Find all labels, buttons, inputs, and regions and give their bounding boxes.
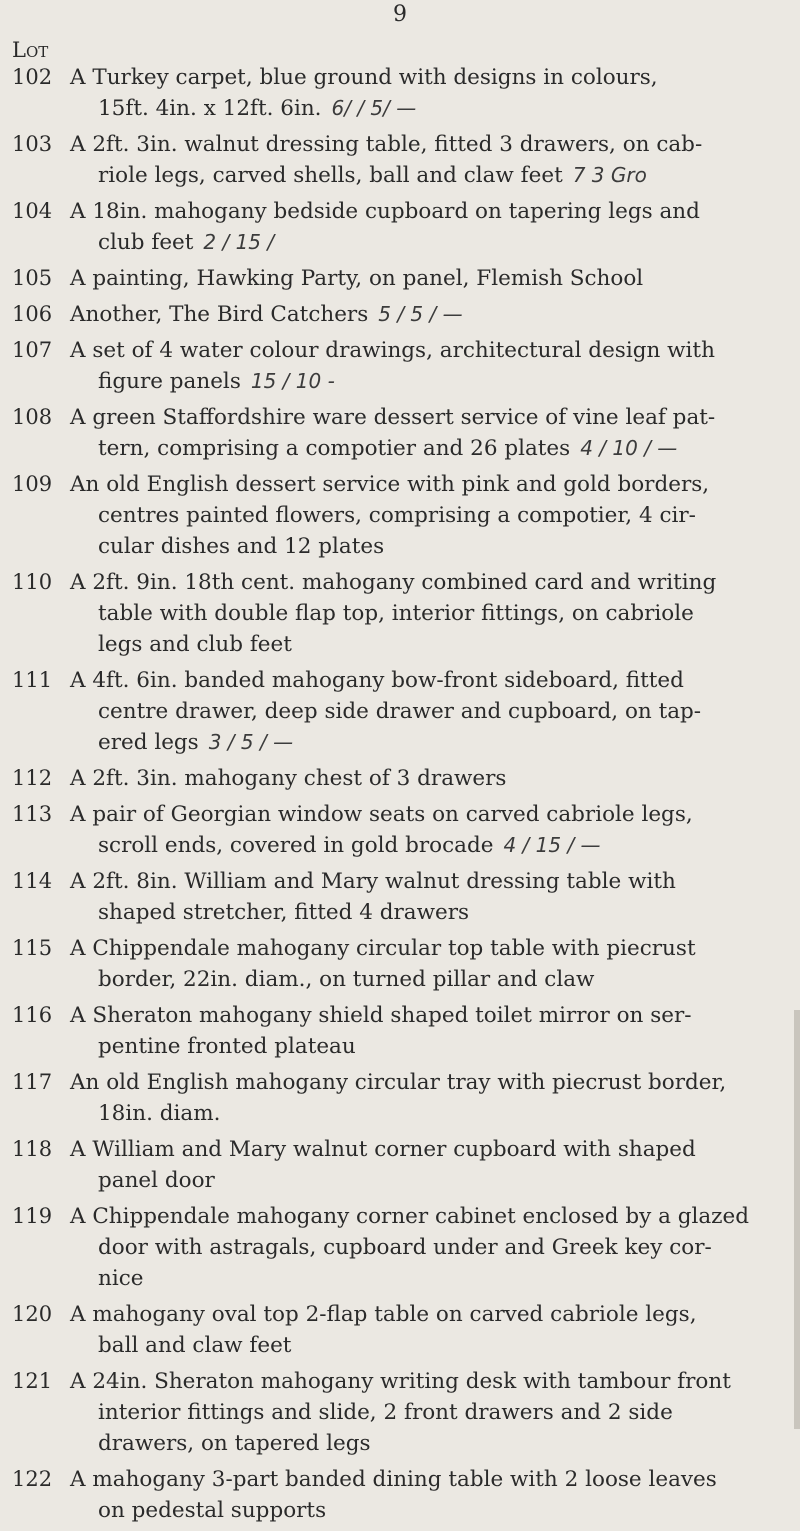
description-line: 18in. diam.: [98, 1101, 221, 1126]
lot-entry: [0, 933, 790, 995]
lot-entry: [0, 1201, 790, 1294]
lot-description: [70, 1464, 790, 1526]
lot-description: [70, 469, 790, 562]
lot-entry: [0, 1299, 790, 1361]
lot-number: 121: [12, 1369, 53, 1393]
description-line: 15ft. 4in. x 12ft. 6in.: [98, 96, 322, 121]
lot-number: 109: [12, 472, 53, 496]
lot-description: [70, 1366, 790, 1459]
lot-number: 115: [12, 936, 53, 960]
description-line: A set of 4 water colour drawings, architectural design with: [70, 338, 715, 363]
lot-number: 117: [12, 1070, 53, 1094]
description-line: interior fittings and slide, 2 front drawers and 2 side: [98, 1400, 673, 1425]
description-line-with-price: [70, 433, 782, 464]
handwritten-price: 3 / 5 / —: [208, 730, 294, 754]
page-number: 9: [393, 2, 407, 27]
description-line: panel door: [98, 1168, 215, 1193]
lot-number: 104: [12, 199, 53, 223]
description-line-with-price: [70, 727, 782, 758]
lot-description: [70, 129, 790, 191]
description-line: A painting, Hawking Party, on panel, Flemish School: [70, 266, 644, 291]
description-line: A Chippendale mahogany circular top table with piecrust: [70, 936, 696, 961]
lot-description: [70, 866, 790, 928]
lot-entry: [0, 62, 790, 124]
description-line: A pair of Georgian window seats on carved cabriole legs,: [70, 802, 693, 827]
description-line: on pedestal supports: [98, 1498, 327, 1523]
lot-entry: [0, 567, 790, 660]
lot-description: [70, 299, 790, 330]
lot-description: [70, 1067, 790, 1129]
description-line: A mahogany oval top 2-flap table on carved cabriole legs,: [70, 1302, 697, 1327]
handwritten-price: 2 / 15 /: [203, 230, 275, 254]
description-line: legs and club feet: [98, 632, 292, 657]
lot-entry: [0, 402, 790, 464]
lot-entry: [0, 1000, 790, 1062]
description-line: drawers, on tapered legs: [98, 1431, 371, 1456]
lot-list: [0, 62, 790, 1531]
description-line: border, 22in. diam., on turned pillar and claw: [98, 967, 595, 992]
lot-entry: [0, 1134, 790, 1196]
lot-entry: [0, 196, 790, 258]
description-line: ball and claw feet: [98, 1333, 292, 1358]
handwritten-price: 4 / 10 / —: [580, 436, 678, 460]
description-line: table with double flap top, interior fittings, on cabriole: [98, 601, 694, 626]
lot-entry: [0, 1067, 790, 1129]
description-line: nice: [98, 1266, 144, 1291]
description-line: riole legs, carved shells, ball and claw feet: [98, 163, 563, 188]
lot-description: [70, 1000, 790, 1062]
lot-description: [70, 196, 790, 258]
lot-entry: [0, 763, 790, 794]
lot-description: [70, 335, 790, 397]
description-line: door with astragals, cupboard under and Greek key cor-: [98, 1235, 712, 1260]
lot-entry: [0, 665, 790, 758]
description-line-with-price: [70, 93, 782, 124]
handwritten-price: 15 / 10 -: [250, 369, 335, 393]
lot-entry: [0, 1366, 790, 1459]
lot-entry: [0, 799, 790, 861]
handwritten-price: 7 3 Gro: [572, 163, 647, 187]
description-line: figure panels: [98, 369, 241, 394]
lot-number: 108: [12, 405, 53, 429]
lot-number: 110: [12, 570, 53, 594]
description-line: centre drawer, deep side drawer and cupboard, on tap-: [98, 699, 702, 724]
lot-entry: [0, 263, 790, 294]
description-line-with-price: [70, 366, 782, 397]
lot-description: [70, 567, 790, 660]
description-line: A 4ft. 6in. banded mahogany bow-front sideboard, fitted: [70, 668, 684, 693]
description-line: A Turkey carpet, blue ground with designs in colours,: [70, 65, 658, 90]
lot-description: [70, 799, 790, 861]
description-line: tern, comprising a compotier and 26 plates: [98, 436, 571, 461]
lot-description: [70, 1134, 790, 1196]
lot-column-header: Lot: [12, 38, 49, 62]
lot-entry: [0, 469, 790, 562]
description-line-with-price: [70, 299, 782, 330]
description-line: A 18in. mahogany bedside cupboard on tapering legs and: [70, 199, 700, 224]
description-line: Another, The Bird Catchers: [70, 302, 369, 327]
lot-number: 116: [12, 1003, 53, 1027]
description-line: A Chippendale mahogany corner cabinet enclosed by a glazed: [70, 1204, 749, 1229]
description-line: A Sheraton mahogany shield shaped toilet mirror on ser-: [70, 1003, 692, 1028]
lot-number: 105: [12, 266, 53, 290]
lot-number: 111: [12, 668, 53, 692]
lot-number: 106: [12, 302, 53, 326]
lot-number: 119: [12, 1204, 53, 1228]
lot-entry: [0, 335, 790, 397]
lot-entry: [0, 129, 790, 191]
handwritten-price: 4 / 15 / —: [503, 833, 601, 857]
description-line-with-price: [70, 227, 782, 258]
description-line: A 2ft. 3in. walnut dressing table, fitted 3 drawers, on cab-: [70, 132, 703, 157]
description-line: A green Staffordshire ware dessert service of vine leaf pat-: [70, 405, 716, 430]
description-line: A 24in. Sheraton mahogany writing desk with tambour front: [70, 1369, 731, 1394]
lot-entry: [0, 1464, 790, 1526]
description-line: An old English mahogany circular tray with piecrust border,: [70, 1070, 727, 1095]
page-edge-shadow: [794, 1010, 800, 1429]
lot-number: 103: [12, 132, 53, 156]
lot-number: 113: [12, 802, 53, 826]
description-line-with-price: [70, 830, 782, 861]
lot-description: [70, 263, 790, 294]
description-line: A 2ft. 9in. 18th cent. mahogany combined card and writing: [70, 570, 717, 595]
lot-number: 120: [12, 1302, 53, 1326]
description-line: pentine fronted plateau: [98, 1034, 356, 1059]
lot-description: [70, 1201, 790, 1294]
handwritten-price: 5 / 5 / —: [378, 302, 463, 326]
description-line: scroll ends, covered in gold brocade: [98, 833, 494, 858]
lot-description: [70, 402, 790, 464]
lot-number: 107: [12, 338, 53, 362]
lot-entry: [0, 866, 790, 928]
description-line: A 2ft. 3in. mahogany chest of 3 drawers: [70, 766, 507, 791]
lot-number: 112: [12, 766, 53, 790]
description-line: ered legs: [98, 730, 199, 755]
lot-number: 122: [12, 1467, 53, 1491]
description-line: shaped stretcher, fitted 4 drawers: [98, 900, 470, 925]
description-line: A William and Mary walnut corner cupboard with shaped: [70, 1137, 696, 1162]
handwritten-price: 6/ / 5/ —: [331, 96, 417, 120]
description-line: centres painted flowers, comprising a compotier, 4 cir-: [98, 503, 696, 528]
description-line: A mahogany 3-part banded dining table with 2 loose leaves: [70, 1467, 717, 1492]
lot-description: [70, 763, 790, 794]
lot-description: [70, 1299, 790, 1361]
lot-description: [70, 933, 790, 995]
lot-number: 118: [12, 1137, 53, 1161]
lot-entry: [0, 299, 790, 330]
description-line: club feet: [98, 230, 194, 255]
description-line: cular dishes and 12 plates: [98, 534, 385, 559]
lot-description: [70, 665, 790, 758]
lot-description: [70, 62, 790, 124]
description-line: A 2ft. 8in. William and Mary walnut dressing table with: [70, 869, 676, 894]
lot-number: 102: [12, 65, 53, 89]
lot-number: 114: [12, 869, 53, 893]
description-line-with-price: [70, 160, 782, 191]
description-line: An old English dessert service with pink and gold borders,: [70, 472, 710, 497]
